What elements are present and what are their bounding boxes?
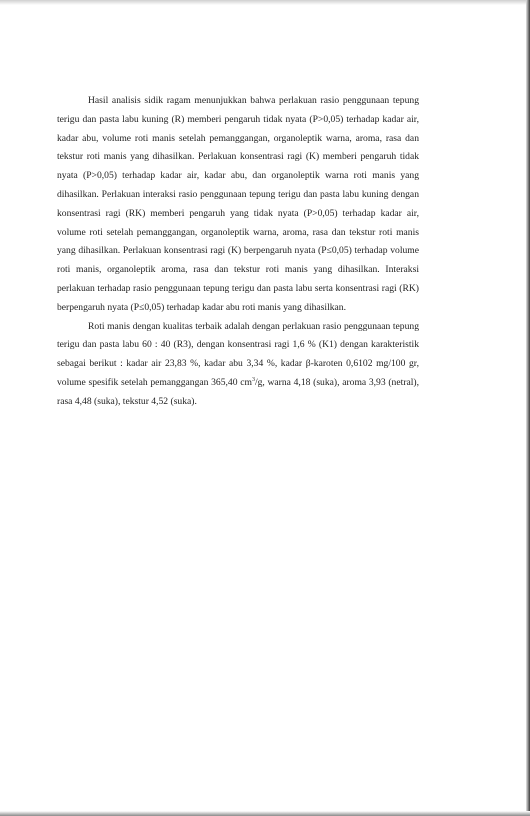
scan-right-edge — [526, 0, 530, 816]
cubic-superscript: 3 — [251, 376, 255, 383]
abstract-paragraph-1: Hasil analisis sidik ragam menunjukkan bahwa perlakuan rasio penggunaan tepung terigu dan pasta labu kuning (R) memberi pengaruh tidak nyata (P>0,05) terhadap kadar air, kadar abu, volume roti manis setelah pemanggangan, organoleptik warna, aroma, rasa dan tekstur roti manis yang dihasilkan. Perlakuan konsentrasi ragi (K) memberi pengaruh tidak nyata (P>0,05) terhadap kadar air, kadar abu, dan organoleptik warna roti manis yang dihasilkan. Perlakuan interaksi rasio penggunaan tepung terigu dan pasta labu kuning dengan konsentrasi ragi (RK) memberi pengaruh yang tidak nyata (P>0,05) terhadap kadar air, volume roti setelah pemanggangan, organoleptik warna, aroma, rasa dan tekstur roti manis yang dihasilkan. Perlakuan konsentrasi ragi (K) berpengaruh nyata (P≤0,05) terhadap volume roti manis, organoleptik aroma, rasa dan tekstur roti manis yang dihasilkan. Interaksi perlakuan terhadap rasio penggunaan tepung terigu dan pasta labu serta konsentrasi ragi (RK) berpengaruh nyata (P≤0,05) terhadap kadar abu roti manis yang dihasilkan. — [57, 95, 419, 313]
scan-bottom-edge — [0, 811, 530, 816]
paragraph-2-text-end: /g, warna 4,18 (suka), aroma 3,93 (netral), rasa 4,48 (suka), tekstur 4,52 (suka). — [57, 376, 419, 407]
scan-top-edge — [0, 0, 530, 5]
abstract-body — [57, 92, 419, 412]
paragraph-2-text: Roti manis dengan kualitas terbaik adalah dengan perlakuan rasio penggunaan tepung terigu dan pasta labu 60 : 40 (R3), dengan konsentrasi ragi 1,6 % (K1) dengan karakteristik sebagai berikut : kadar air 23,83 %, kadar abu 3,34 %, kadar β-karoten 0,6102 mg/100 gr, volume spesifik setelah pemanggangan 365,40 cm — [57, 320, 419, 388]
abstract-paragraph-2 — [57, 318, 419, 412]
